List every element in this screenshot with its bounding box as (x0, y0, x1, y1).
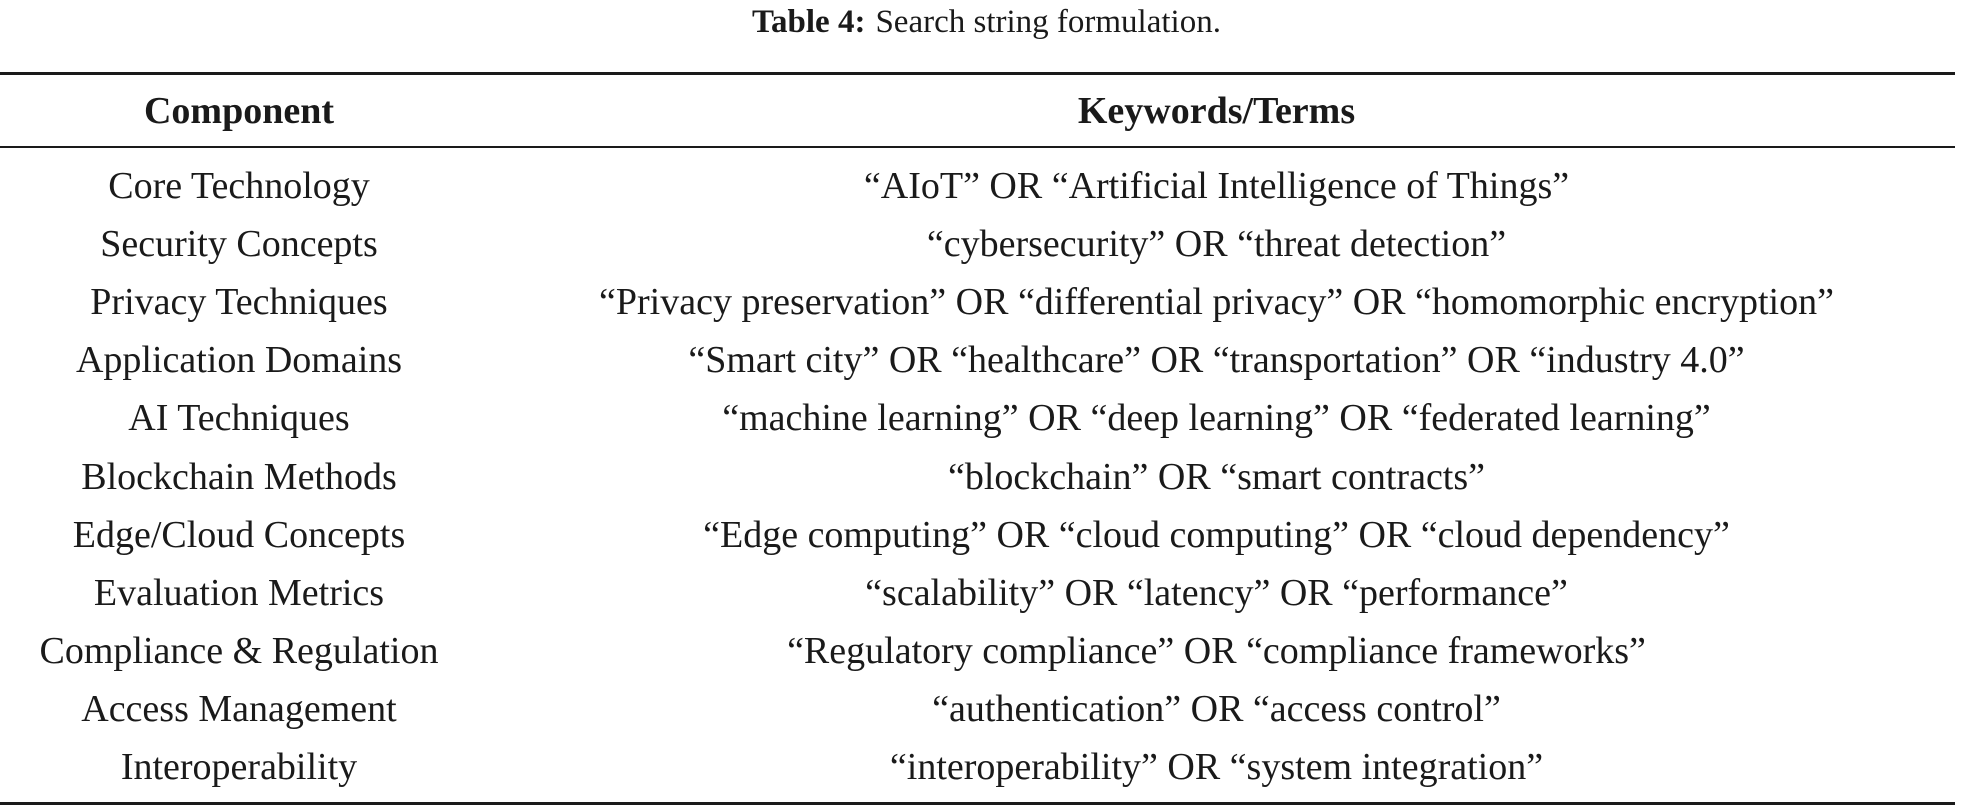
component-cell: Access Management (81, 687, 397, 730)
table-header-rule (0, 146, 1955, 148)
table-row (0, 215, 1955, 273)
table-header (0, 75, 1955, 146)
component-cell: AI Techniques (128, 397, 350, 440)
table-caption-text: Search string formulation. (875, 4, 1221, 40)
table-header-row (0, 75, 1955, 146)
component-cell: Interoperability (120, 745, 358, 788)
terms-cell: “AIoT” OR “Artificial Intelligence of Things” (863, 165, 1570, 208)
table-row (0, 389, 1955, 447)
terms-cell: “machine learning” OR “deep learning” OR “federated learning” (722, 397, 1711, 440)
table-row (0, 564, 1955, 622)
table-caption-label: Table 4: (752, 4, 866, 40)
table-caption (0, 0, 1973, 46)
table-row (0, 331, 1955, 389)
header-keywords-terms: Keywords/Terms (1077, 89, 1356, 132)
component-cell: Blockchain Methods (81, 455, 397, 498)
table-bottom-rule (0, 802, 1955, 805)
terms-cell: “Privacy preservation” OR “differential privacy” OR “homomorphic encryption” (599, 281, 1834, 324)
terms-cell: “cybersecurity” OR “threat detection” (926, 223, 1507, 266)
terms-cell: “Edge computing” OR “cloud computing” OR “cloud dependency” (703, 513, 1730, 556)
component-cell: Core Technology (108, 165, 370, 208)
component-cell: Edge/Cloud Concepts (72, 513, 406, 556)
terms-cell: “scalability” OR “latency” OR “performance” (865, 571, 1568, 614)
table-row (0, 447, 1955, 505)
table-row (0, 506, 1955, 564)
table-row (0, 680, 1955, 738)
table-row (0, 273, 1955, 331)
component-cell: Security Concepts (100, 223, 378, 266)
table-row (0, 157, 1955, 215)
header-component: Component (143, 89, 335, 132)
terms-cell: “interoperability” OR “system integration” (889, 745, 1544, 788)
terms-cell: “authentication” OR “access control” (932, 687, 1501, 730)
component-cell: Privacy Techniques (90, 281, 388, 324)
table-row (0, 622, 1955, 680)
table-row (0, 738, 1955, 796)
terms-cell: “Smart city” OR “healthcare” OR “transportation” OR “industry 4.0” (688, 339, 1745, 382)
component-cell: Compliance & Regulation (39, 629, 439, 672)
terms-cell: “Regulatory compliance” OR “compliance frameworks” (787, 629, 1646, 672)
table-body (0, 157, 1955, 796)
component-cell: Application Domains (75, 339, 403, 382)
terms-cell: “blockchain” OR “smart contracts” (947, 455, 1486, 498)
component-cell: Evaluation Metrics (93, 571, 385, 614)
